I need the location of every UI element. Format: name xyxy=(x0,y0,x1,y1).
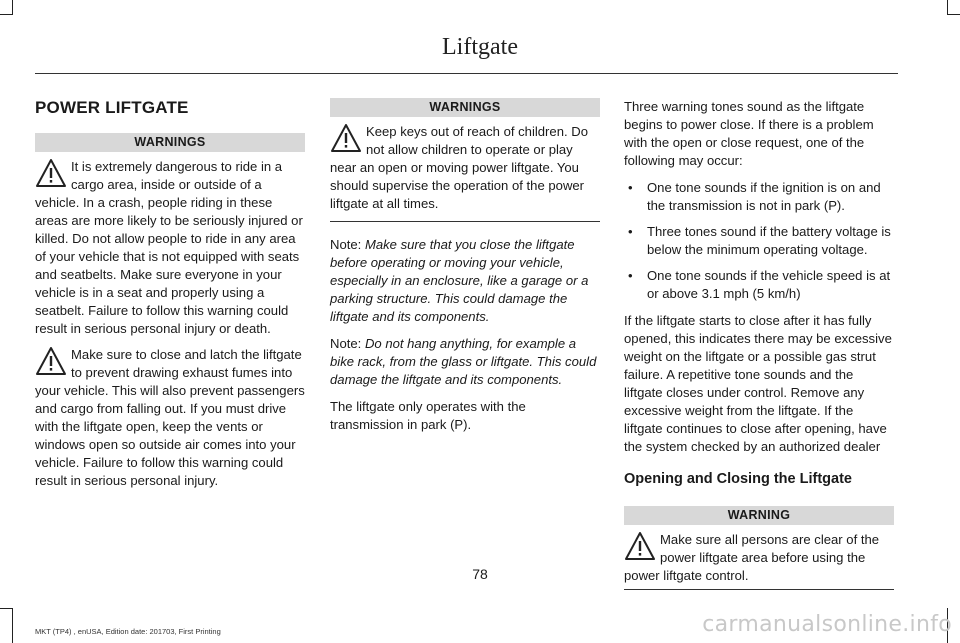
list-item: • Three tones sound if the battery voltage is below the minimum operating voltage. xyxy=(624,223,894,259)
page-header-title: Liftgate xyxy=(442,34,518,60)
warnings-header: WARNINGS xyxy=(35,133,305,152)
crop-mark xyxy=(0,608,13,609)
warnings-header: WARNINGS xyxy=(330,98,600,117)
section-title: POWER LIFTGATE xyxy=(35,98,189,117)
warning-text: Make sure all persons are clear of the power liftgate area before using the power liftgate control. xyxy=(624,532,880,583)
note-label: Note: xyxy=(330,336,362,351)
warning-text: Keep keys out of reach of children. Do not allow children to operate or play near an open or moving power liftgate. You should supervise the operation of the power liftgate at all times. xyxy=(330,124,588,211)
warning-text: Make sure to close and latch the liftgate to prevent drawing exhaust fumes into your vehicle. This will also prevent passengers and cargo from falling out. If you must drive with the liftgate open, keep the vents or windows open so outside air comes into your vehicle. Failure to follow this warning could result in serious personal injury. xyxy=(35,347,305,488)
crop-mark xyxy=(12,0,13,15)
column-1 xyxy=(35,133,305,498)
subsection-title: Opening and Closing the Liftgate xyxy=(624,471,852,487)
note-label: Note: xyxy=(330,237,362,252)
warning-triangle-icon xyxy=(624,531,656,561)
body-paragraph: Three warning tones sound as the liftgate begins to power close. If there is a problem with the open or close request, one of the following may occur: xyxy=(624,99,874,168)
warning-header: WARNING xyxy=(624,506,894,525)
crop-mark xyxy=(947,14,960,15)
warning-triangle-icon xyxy=(35,158,67,188)
edition-footer: MKT (TP4) , enUSA, Edition date: 201703, First Printing xyxy=(35,627,221,636)
warning-triangle-icon xyxy=(35,346,67,376)
warning-block xyxy=(35,152,305,490)
body-paragraph: If the liftgate starts to close after it has fully opened, this indicates there may be excessive weight on the liftgate or a possible gas strut failure. A repetitive tone sounds and the liftgate closes under control. Remove any excessive weight from the liftgate. If the liftgate continues to close after opening, have the system checked by an authorized dealer xyxy=(624,313,892,454)
warning-triangle-icon xyxy=(330,123,362,153)
header-divider xyxy=(35,73,898,74)
warning-text: It is extremely dangerous to ride in a cargo area, inside or outside of a vehicle. In a crash, people riding in these areas are more likely to be seriously injured or killed. Do not allow people to ride in any area of your vehicle that is not equipped with seats and seatbelts. Make sure everyone in your vehicle is in a seat and properly using a seatbelt. Failure to follow this warning could result in serious personal injury or death. xyxy=(35,159,303,336)
bullet-list xyxy=(624,179,894,303)
list-item: • One tone sounds if the vehicle speed is at or above 3.1 mph (5 km/h) xyxy=(624,267,894,303)
warning-divider xyxy=(624,589,894,590)
note-paragraph xyxy=(330,236,600,326)
warning-block xyxy=(330,117,600,213)
column-2 xyxy=(330,98,600,443)
crop-mark xyxy=(0,14,13,15)
crop-mark xyxy=(12,608,13,643)
watermark: carmanualsonline.info xyxy=(702,612,952,637)
note-paragraph xyxy=(330,335,600,389)
note-text: Make sure that you close the liftgate before operating or moving your vehicle, especially in an enclosure, like a garage or a parking structure. This could damage the liftgate and its components. xyxy=(330,237,589,324)
column-3 xyxy=(624,98,894,590)
body-paragraph: The liftgate only operates with the transmission in park (P). xyxy=(330,399,526,432)
crop-mark xyxy=(947,0,948,15)
list-item: • One tone sounds if the ignition is on and the transmission is not in park (P). xyxy=(624,179,894,215)
warning-divider xyxy=(330,221,600,222)
page-number: 78 xyxy=(472,566,488,582)
note-text: Do not hang anything, for example a bike rack, from the glass or liftgate. This could damage the liftgate and its components. xyxy=(330,336,597,387)
